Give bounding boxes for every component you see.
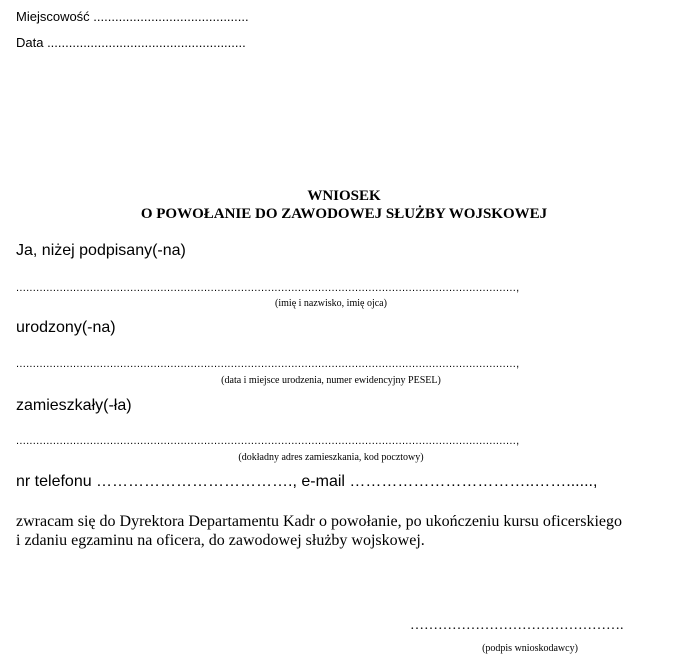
birth-field-caption: (data i miejsce urodzenia, numer ewidencyjny PESEL) (221, 375, 441, 386)
residence-label: zamieszkały(-ła) (16, 397, 132, 414)
intro-label: Ja, niżej podpisany(-na) (16, 242, 186, 259)
name-field-dots[interactable]: ....................................................................................................................................................., (16, 282, 520, 294)
date-line: Data ....................................................... (16, 35, 246, 50)
phone-email-line[interactable]: nr telefonu ………………………………., e-mail ……………………………..……......, (16, 473, 598, 490)
signature-dots[interactable]: ………………………………………. (410, 618, 624, 633)
request-line-2: i zdaniu egzaminu na oficera, do zawodowej służby wojskowej. (16, 532, 425, 549)
address-field-caption: (dokładny adres zamieszkania, kod pocztowy) (238, 452, 424, 463)
address-field-dots[interactable]: ....................................................................................................................................................., (16, 435, 520, 447)
title-line-2: O POWOŁANIE DO ZAWODOWEJ SŁUŻBY WOJSKOWEJ (140, 206, 548, 222)
place-line: Miejscowość ........................................... (16, 9, 249, 24)
name-field-caption: (imię i nazwisko, imię ojca) (275, 298, 387, 309)
signature-caption: (podpis wnioskodawcy) (482, 643, 578, 654)
request-paragraph (16, 512, 676, 550)
title-line-1: WNIOSEK (307, 188, 381, 204)
born-label: urodzony(-na) (16, 319, 116, 336)
birth-field-dots[interactable]: ....................................................................................................................................................., (16, 358, 520, 370)
request-line-1: zwracam się do Dyrektora Departamentu Kadr o powołanie, po ukończeniu kursu oficerskiego (16, 513, 623, 530)
document-title (0, 187, 688, 223)
